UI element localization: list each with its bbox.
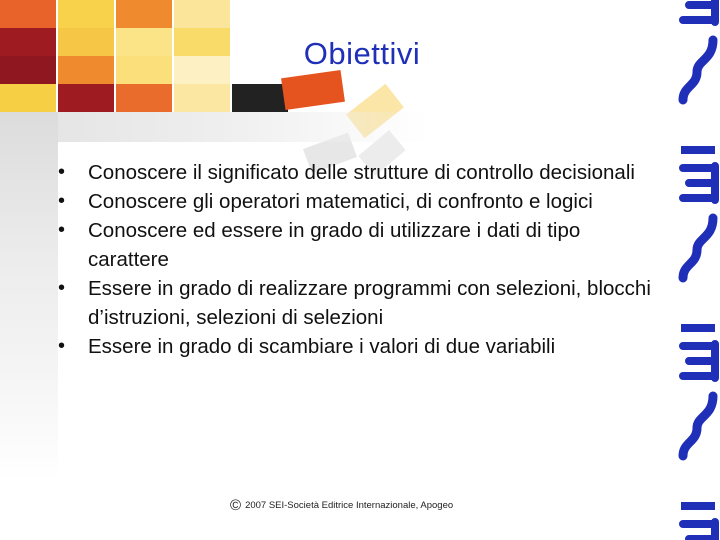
bullet-text: Conoscere ed essere in grado di utilizzare i dati di tipo carattere	[88, 219, 581, 271]
bullet-item	[56, 187, 656, 216]
logo-letter-e	[683, 522, 715, 540]
slide-title: Obiettivi	[303, 36, 421, 71]
mosaic-tile	[116, 28, 172, 56]
bullet-text: Essere in grado di scambiare i valori di due variabili	[88, 335, 556, 358]
bullet-list	[56, 158, 656, 361]
bullet-marker: •	[58, 277, 66, 299]
footer	[230, 497, 490, 514]
mosaic-tile	[116, 56, 172, 84]
logo-letter-i	[681, 502, 715, 510]
logo-letter-s	[683, 396, 713, 456]
mosaic-tile	[174, 28, 230, 56]
mosaic-tile	[174, 84, 230, 112]
logo-letter-s	[683, 40, 713, 100]
brand-band	[675, 0, 720, 540]
mosaic-tile	[0, 84, 56, 112]
mosaic-tile	[0, 56, 56, 84]
bullet-item	[56, 158, 656, 187]
logo-letter-s	[683, 218, 713, 278]
mosaic-tile	[116, 84, 172, 112]
mosaic-tile	[58, 84, 114, 112]
bullet-item	[56, 332, 656, 361]
mosaic-tile	[232, 84, 288, 112]
top-fade-strip	[0, 112, 430, 142]
mosaic-tile	[174, 0, 230, 28]
mosaic-tile	[58, 28, 114, 56]
copyright-symbol: ©	[230, 497, 242, 514]
bullet-text: Essere in grado di realizzare programmi con selezioni, blocchi d’istruzioni, selezioni di selezioni	[88, 277, 651, 329]
bullet-marker: •	[58, 161, 66, 183]
left-fade-strip	[0, 112, 58, 482]
logo-letter-e	[683, 0, 715, 22]
logo-letter-i	[681, 146, 715, 154]
bullet-marker: •	[58, 190, 66, 212]
mosaic-tile	[116, 0, 172, 28]
logo-letter-e	[683, 166, 715, 200]
bullet-marker: •	[58, 335, 66, 357]
bullet-marker: •	[58, 219, 66, 241]
footer-text: 2007 SEI-Società Editrice Internazionale, Apogeo	[245, 500, 454, 511]
sei-logo	[675, 0, 720, 540]
bullet-text: Conoscere il significato delle strutture di controllo decisionali	[88, 161, 635, 184]
logo-letter-i	[681, 324, 715, 332]
mosaic-tile	[0, 0, 56, 28]
mosaic-tile	[174, 56, 230, 84]
bullet-text: Conoscere gli operatori matematici, di confronto e logici	[88, 190, 593, 213]
mosaic-tile	[58, 56, 114, 84]
mosaic-tile	[0, 28, 56, 56]
mosaic-tile	[58, 0, 114, 28]
bullet-item	[56, 274, 656, 332]
mosaic-tile	[281, 70, 345, 110]
logo-letter-e	[683, 344, 715, 378]
bullet-item	[56, 216, 656, 274]
